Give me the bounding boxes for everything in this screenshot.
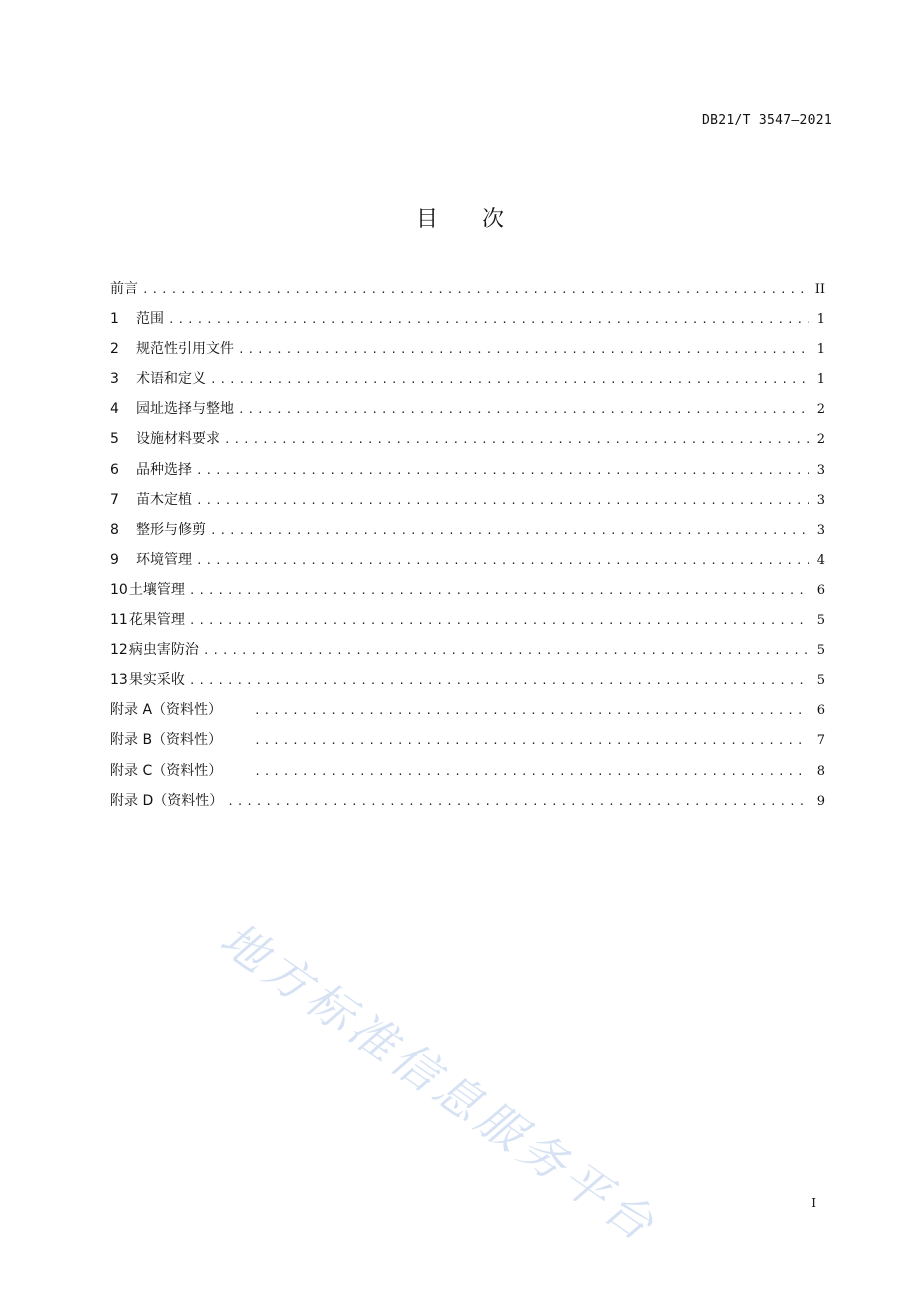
toc-dot-leader (238, 399, 809, 421)
page-title (0, 202, 920, 233)
document-code: DB21/T 3547—2021 (701, 113, 832, 128)
toc-entry-9[interactable] (110, 549, 825, 579)
toc-entry-label: 设施材料要求 (136, 431, 220, 448)
toc-entry-label: 术语和定义 (136, 371, 206, 388)
toc-entry-number: 5 (110, 431, 119, 448)
toc-entry-label: 园址选择与整地 (136, 401, 234, 418)
toc-dot-leader (189, 670, 809, 692)
toc-dot-leader (189, 610, 809, 632)
toc-entry-page: 6 (816, 582, 825, 598)
toc-entry-page: 3 (816, 492, 825, 508)
toc-entry-label: 病虫害防治 (128, 642, 199, 659)
toc-entry-number: 11 (110, 612, 128, 629)
toc-entry-page: 6 (816, 703, 825, 719)
toc-dot-leader (210, 369, 809, 391)
toc-entry-page: 2 (816, 432, 825, 448)
toc-entry-label: 苗木定植 (136, 491, 192, 508)
toc-entry-page: 8 (816, 763, 825, 779)
toc-dot-leader (238, 339, 809, 361)
toc-entry-8[interactable] (110, 519, 825, 549)
toc-dot-leader (189, 580, 809, 602)
toc-entry-page: 1 (816, 342, 825, 358)
toc-entry-2[interactable] (110, 338, 825, 368)
toc-entry-appendix-b[interactable] (110, 729, 825, 759)
toc-dot-leader (224, 429, 809, 451)
toc-entry-5[interactable] (110, 428, 825, 458)
toc-entry-page: 9 (816, 793, 825, 809)
toc-entry-appendix-c[interactable] (110, 760, 825, 790)
toc-entry-number: 8 (110, 521, 119, 538)
toc-dot-leader (254, 730, 809, 752)
toc-entry-number: 2 (110, 341, 119, 358)
toc-entry-number: 4 (110, 401, 119, 418)
toc-entry-appendix-a[interactable] (110, 699, 825, 729)
toc-entry-number: 9 (110, 551, 119, 568)
toc-entry-number: 1 (110, 311, 119, 328)
watermark: 地方标准信息服务平台 (210, 911, 668, 1254)
toc-entry-label: 附录 A（资料性） (110, 702, 223, 719)
toc-entry-page: 1 (816, 372, 825, 388)
toc-entry-page: 7 (816, 733, 825, 749)
toc-entry-page: II (814, 282, 825, 297)
toc-entry-number: 3 (110, 371, 119, 388)
toc-dot-leader (210, 520, 809, 542)
toc-entry-number: 10 (110, 581, 128, 598)
toc-entry-number: 13 (110, 672, 128, 689)
toc-entry-11[interactable] (110, 609, 825, 639)
toc-entry-page: 5 (816, 673, 825, 689)
toc-dot-leader (254, 700, 809, 722)
toc-entry-page: 1 (816, 312, 825, 328)
toc-entry-number: 6 (110, 461, 119, 478)
toc-entry-3[interactable] (110, 368, 825, 398)
page-title-char-1: 目 (415, 207, 438, 232)
toc-dot-leader (168, 309, 809, 331)
toc-dot-leader (196, 490, 809, 512)
toc-dot-leader (203, 640, 809, 662)
toc-entry-page: 3 (816, 462, 825, 478)
toc-dot-leader (196, 460, 809, 482)
toc-entry-label: 整形与修剪 (136, 521, 206, 538)
toc-entry-10[interactable] (110, 579, 825, 609)
toc-entry-page: 2 (816, 402, 825, 418)
toc-entry-4[interactable] (110, 398, 825, 428)
toc-dot-leader (254, 761, 809, 783)
toc-entry-number: 7 (110, 491, 119, 508)
toc-entry-label: 果实采收 (128, 672, 185, 689)
toc-entry-page: 5 (816, 613, 825, 629)
toc-entry-label: 范围 (136, 311, 164, 328)
toc-entry-foreword[interactable] (110, 278, 825, 308)
toc-entry-label: 附录 D（资料性） (110, 792, 224, 809)
toc-dot-leader (196, 550, 809, 572)
toc-dot-leader (142, 279, 809, 301)
toc-entry-1[interactable] (110, 308, 825, 338)
table-of-contents (110, 278, 825, 820)
page-number: I (811, 1196, 816, 1210)
toc-entry-appendix-d[interactable] (110, 790, 825, 820)
toc-entry-page: 5 (816, 643, 825, 659)
toc-entry-label: 规范性引用文件 (136, 341, 234, 358)
toc-entry-6[interactable] (110, 459, 825, 489)
toc-entry-label: 附录 B（资料性） (110, 732, 223, 749)
page-title-char-2: 次 (482, 207, 505, 232)
toc-entry-label: 前言 (110, 281, 138, 297)
toc-entry-label: 附录 C（资料性） (110, 762, 223, 779)
toc-entry-13[interactable] (110, 669, 825, 699)
toc-dot-leader (227, 791, 809, 813)
toc-entry-number: 12 (110, 642, 128, 659)
toc-entry-label: 品种选择 (136, 461, 192, 478)
toc-entry-label: 环境管理 (136, 551, 192, 568)
toc-entry-label: 土壤管理 (128, 581, 185, 598)
toc-entry-12[interactable] (110, 639, 825, 669)
toc-entry-page: 3 (816, 522, 825, 538)
toc-entry-page: 4 (816, 552, 825, 568)
toc-entry-7[interactable] (110, 489, 825, 519)
toc-entry-label: 花果管理 (128, 612, 185, 629)
